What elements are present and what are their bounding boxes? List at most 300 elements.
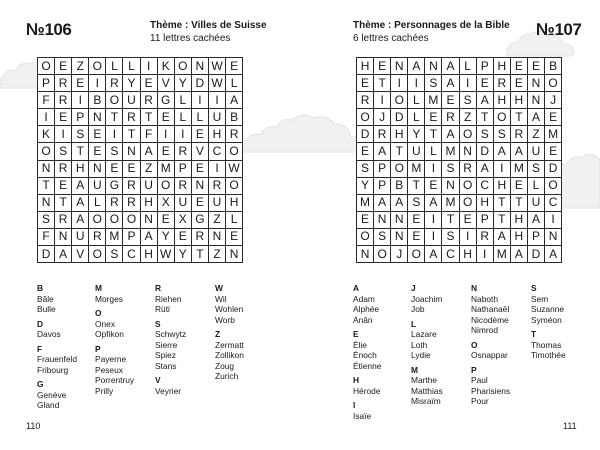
grid-cell[interactable]: T [140,109,157,126]
grid-cell[interactable]: N [123,143,140,160]
grid-cell[interactable]: N [226,246,243,263]
grid-cell[interactable]: D [191,75,208,92]
hidden-word: Lydie [411,350,431,360]
grid-cell[interactable]: D [527,246,544,263]
grid-cell[interactable]: I [208,160,225,177]
grid-cell[interactable]: M [493,246,510,263]
group-letter: G [37,379,44,389]
grid-cell[interactable]: M [157,160,174,177]
grid-cell[interactable]: A [545,246,562,263]
grid-cell[interactable]: R [123,109,140,126]
grid-cell[interactable]: P [374,177,391,194]
grid-cell[interactable]: R [89,228,106,245]
grid-cell[interactable]: I [140,58,157,75]
grid-cell[interactable]: R [493,75,510,92]
grid-cell[interactable]: R [374,126,391,143]
grid-cell[interactable]: E [545,143,562,160]
grid-cell[interactable]: I [425,211,442,228]
grid-cell[interactable]: I [459,75,476,92]
grid-cell[interactable]: E [510,177,527,194]
grid-cell[interactable]: O [157,177,174,194]
grid-cell[interactable]: T [476,109,493,126]
grid-cell[interactable]: N [391,58,408,75]
grid-cell[interactable]: Y [174,246,191,263]
grid-cell[interactable]: M [106,228,123,245]
grid-cell[interactable]: E [408,228,425,245]
grid-cell[interactable]: S [357,160,374,177]
word-group [95,283,157,304]
grid-cell[interactable]: E [157,211,174,228]
hidden-word: Bulle [37,304,56,314]
grid-cell[interactable]: E [527,58,544,75]
grid-cell[interactable]: A [476,92,493,109]
grid-cell[interactable]: I [425,228,442,245]
grid-cell[interactable]: O [408,246,425,263]
grid-cell[interactable]: T [408,177,425,194]
grid-cell[interactable]: Y [174,75,191,92]
grid-cell[interactable]: A [72,194,89,211]
grid-cell[interactable]: Y [357,177,374,194]
grid-cell[interactable]: I [38,109,55,126]
grid-cell[interactable]: M [408,160,425,177]
grid-cell[interactable]: O [374,246,391,263]
grid-cell[interactable]: E [157,143,174,160]
grid-cell[interactable]: Z [208,246,225,263]
grid-cell[interactable]: E [442,92,459,109]
grid-cell[interactable]: E [89,126,106,143]
grid-cell[interactable]: N [38,194,55,211]
grid-cell[interactable]: L [425,143,442,160]
grid-cell[interactable]: O [106,92,123,109]
grid-cell[interactable]: E [140,75,157,92]
grid-cell[interactable]: A [391,194,408,211]
grid-cell[interactable]: T [191,246,208,263]
grid-cell[interactable]: H [459,246,476,263]
grid-cell[interactable]: I [493,160,510,177]
grid-cell[interactable]: A [425,246,442,263]
grid-cell[interactable]: I [208,92,225,109]
grid-cell[interactable]: M [442,194,459,211]
grid-cell[interactable]: J [545,92,562,109]
grid-cell[interactable]: L [174,92,191,109]
grid-row [38,194,243,211]
grid-cell[interactable]: N [527,75,544,92]
grid-cell[interactable]: L [191,109,208,126]
grid-cell[interactable]: H [208,126,225,143]
hidden-word: Prilly [95,385,114,396]
grid-cell[interactable]: S [442,228,459,245]
grid-cell[interactable]: Y [408,126,425,143]
grid-cell[interactable]: F [140,126,157,143]
grid-cell[interactable]: U [408,143,425,160]
grid-cell[interactable]: E [357,75,374,92]
grid-cell[interactable]: G [191,211,208,228]
grid-cell[interactable]: O [459,194,476,211]
grid-cell[interactable]: H [140,194,157,211]
grid-cell[interactable]: E [106,160,123,177]
grid-cell[interactable]: E [357,143,374,160]
grid-cell[interactable]: E [425,109,442,126]
grid-cell[interactable]: Y [157,228,174,245]
grid-cell[interactable]: K [157,58,174,75]
grid-cell[interactable]: O [38,143,55,160]
grid-cell[interactable]: S [55,143,72,160]
grid-cell[interactable]: S [442,160,459,177]
grid-cell[interactable]: E [510,58,527,75]
grid-cell[interactable]: H [493,177,510,194]
grid-cell[interactable]: E [476,75,493,92]
grid-cell[interactable]: T [106,109,123,126]
grid-cell[interactable]: P [476,211,493,228]
grid-cell[interactable]: H [510,92,527,109]
grid-cell[interactable]: A [527,109,544,126]
grid-cell[interactable]: S [408,194,425,211]
grid-cell[interactable]: O [89,246,106,263]
grid-cell[interactable]: N [89,109,106,126]
grid-cell[interactable]: J [391,246,408,263]
grid-cell[interactable]: V [191,143,208,160]
grid-cell[interactable]: E [226,58,243,75]
grid-cell[interactable]: R [55,160,72,177]
grid-cell[interactable]: S [72,126,89,143]
grid-cell[interactable]: L [123,58,140,75]
grid-cell[interactable]: N [55,228,72,245]
grid-cell[interactable]: P [123,228,140,245]
grid-cell[interactable]: B [391,177,408,194]
hidden-word: Genève [37,389,67,400]
grid-cell[interactable]: U [89,177,106,194]
grid-cell[interactable]: A [510,143,527,160]
grid-cell[interactable]: S [38,211,55,228]
grid-cell[interactable]: R [55,92,72,109]
grid-cell[interactable]: O [391,92,408,109]
grid-cell[interactable]: D [357,126,374,143]
grid-cell[interactable]: R [123,194,140,211]
grid-cell[interactable]: N [374,211,391,228]
grid-cell[interactable]: S [476,126,493,143]
grid-cell[interactable]: L [408,92,425,109]
grid-cell[interactable]: N [191,177,208,194]
grid-cell[interactable]: E [408,211,425,228]
grid-cell[interactable]: H [226,194,243,211]
grid-cell[interactable]: O [493,109,510,126]
grid-cell[interactable]: U [123,92,140,109]
grid-cell[interactable]: O [174,58,191,75]
grid-cell[interactable]: H [510,228,527,245]
grid-cell[interactable]: H [391,126,408,143]
group-letter: A [353,283,360,293]
grid-cell[interactable]: N [140,211,157,228]
grid-cell[interactable]: E [545,109,562,126]
grid-cell[interactable]: C [442,246,459,263]
grid-cell[interactable]: I [425,160,442,177]
grid-cell[interactable]: D [38,246,55,263]
grid-cell[interactable]: N [391,228,408,245]
grid-cell[interactable]: T [510,194,527,211]
grid-cell[interactable]: I [374,92,391,109]
grid-cell[interactable]: N [527,92,544,109]
grid-cell[interactable]: B [545,58,562,75]
grid-cell[interactable]: E [226,228,243,245]
grid-cell[interactable]: N [38,160,55,177]
grid-cell[interactable]: N [459,143,476,160]
grid-cell[interactable]: P [374,160,391,177]
grid-cell[interactable]: R [357,92,374,109]
grid-cell[interactable]: G [106,177,123,194]
grid-cell[interactable]: R [510,126,527,143]
grid-cell[interactable]: I [391,75,408,92]
grid-cell[interactable]: A [374,194,391,211]
grid-cell[interactable]: T [493,194,510,211]
grid-cell[interactable]: V [72,246,89,263]
grid-cell[interactable]: T [425,126,442,143]
grid-cell[interactable]: I [157,126,174,143]
grid-cell[interactable]: R [191,228,208,245]
grid-cell[interactable]: R [208,177,225,194]
grid-cell[interactable]: R [226,126,243,143]
grid-cell[interactable]: E [510,75,527,92]
grid-cell[interactable]: U [527,143,544,160]
grid-cell[interactable]: O [226,143,243,160]
grid-cell[interactable]: I [545,211,562,228]
grid-cell[interactable]: U [174,194,191,211]
grid-cell[interactable]: S [459,92,476,109]
grid-cell[interactable]: Z [459,109,476,126]
grid-cell[interactable]: E [89,143,106,160]
grid-cell[interactable]: U [208,109,225,126]
grid-cell[interactable]: S [374,228,391,245]
grid-cell[interactable]: I [72,92,89,109]
grid-cell[interactable]: M [357,194,374,211]
grid-cell[interactable]: L [174,109,191,126]
grid-cell[interactable]: U [527,194,544,211]
grid-cell[interactable]: T [510,109,527,126]
grid-cell[interactable]: S [425,75,442,92]
grid-cell[interactable]: T [442,211,459,228]
grid-cell[interactable]: E [174,228,191,245]
hidden-word: Fribourg [37,364,69,375]
grid-cell[interactable]: A [493,143,510,160]
grid-cell[interactable]: A [510,246,527,263]
grid-cell[interactable]: P [174,160,191,177]
grid-cell[interactable]: E [123,160,140,177]
grid-cell[interactable]: A [476,160,493,177]
grid-cell[interactable]: A [425,194,442,211]
grid-cell[interactable]: O [545,75,562,92]
grid-cell[interactable]: N [89,160,106,177]
grid-cell[interactable]: M [510,160,527,177]
grid-cell[interactable]: E [157,109,174,126]
grid-cell[interactable]: E [191,160,208,177]
grid-cell[interactable]: U [208,194,225,211]
grid-cell[interactable]: R [174,143,191,160]
grid-cell[interactable]: M [545,126,562,143]
grid-cell[interactable]: P [476,58,493,75]
grid-cell[interactable]: O [38,58,55,75]
group-letter: H [353,375,360,385]
grid-cell[interactable]: O [357,109,374,126]
grid-cell[interactable]: T [391,143,408,160]
grid-cell[interactable]: R [106,75,123,92]
grid-cell[interactable]: L [106,58,123,75]
grid-cell[interactable]: N [391,211,408,228]
grid-cell[interactable]: O [89,211,106,228]
grid-cell[interactable]: A [408,58,425,75]
grid-cell[interactable]: W [208,75,225,92]
grid-cell[interactable]: C [545,194,562,211]
grid-cell[interactable]: W [208,58,225,75]
grid-cell[interactable]: K [38,126,55,143]
grid-cell[interactable]: I [476,246,493,263]
grid-cell[interactable]: E [459,211,476,228]
grid-cell[interactable]: E [357,211,374,228]
grid-cell[interactable]: L [408,109,425,126]
grid-cell[interactable]: E [374,58,391,75]
grid-cell[interactable]: A [140,228,157,245]
grid-cell[interactable]: A [527,211,544,228]
grid-cell[interactable]: I [55,126,72,143]
grid-cell[interactable]: I [174,126,191,143]
grid-cell[interactable]: D [391,109,408,126]
grid-cell[interactable]: V [157,75,174,92]
grid-cell[interactable]: A [442,58,459,75]
grid-cell[interactable]: U [72,228,89,245]
grid-cell[interactable]: L [527,177,544,194]
grid-cell[interactable]: W [157,246,174,263]
grid-cell[interactable]: A [72,177,89,194]
grid-cell[interactable]: O [459,177,476,194]
grid-cell[interactable]: C [123,246,140,263]
grid-cell[interactable]: Z [527,126,544,143]
grid-cell[interactable]: R [55,75,72,92]
grid-cell[interactable]: I [459,228,476,245]
grid-cell[interactable]: O [357,228,374,245]
grid-cell[interactable]: O [106,211,123,228]
grid-cell[interactable]: R [140,92,157,109]
grid-cell[interactable]: L [459,58,476,75]
grid-cell[interactable]: N [442,177,459,194]
grid-cell[interactable]: R [476,228,493,245]
grid-cell[interactable]: Z [208,211,225,228]
grid-cell[interactable]: T [38,177,55,194]
grid-cell[interactable]: M [442,143,459,160]
grid-cell[interactable]: H [476,194,493,211]
grid-cell[interactable]: F [38,228,55,245]
grid-cell[interactable]: P [527,228,544,245]
grid-cell[interactable]: S [106,246,123,263]
grid-cell[interactable]: D [545,160,562,177]
grid-cell[interactable]: N [191,58,208,75]
grid-cell[interactable]: P [72,109,89,126]
grid-cell[interactable]: O [391,160,408,177]
grid-cell[interactable]: X [157,194,174,211]
grid-cell[interactable]: O [123,211,140,228]
grid-cell[interactable]: C [208,143,225,160]
grid-cell[interactable]: U [140,177,157,194]
grid-cell[interactable]: A [442,75,459,92]
grid-cell[interactable]: E [191,194,208,211]
grid-cell[interactable]: R [123,177,140,194]
grid-cell[interactable]: I [408,75,425,92]
grid-cell[interactable]: N [545,228,562,245]
grid-cell[interactable]: A [226,92,243,109]
grid-cell[interactable]: J [374,109,391,126]
grid-cell[interactable]: B [226,109,243,126]
grid-cell[interactable]: E [72,75,89,92]
grid-cell[interactable]: H [493,92,510,109]
grid-cell[interactable]: I [191,92,208,109]
grid-cell[interactable]: O [226,177,243,194]
grid-cell[interactable]: A [55,246,72,263]
grid-cell[interactable]: T [72,143,89,160]
grid-cell[interactable]: H [493,58,510,75]
grid-cell[interactable]: N [357,246,374,263]
grid-cell[interactable]: L [226,75,243,92]
grid-cell[interactable]: T [493,211,510,228]
grid-cell[interactable]: W [226,160,243,177]
grid-cell[interactable]: I [106,126,123,143]
grid-cell[interactable]: A [442,126,459,143]
grid-cell[interactable]: R [459,160,476,177]
grid-cell[interactable]: R [442,109,459,126]
grid-cell[interactable]: R [174,177,191,194]
grid-cell[interactable]: R [55,211,72,228]
grid-cell[interactable]: D [476,143,493,160]
grid-cell[interactable]: A [72,211,89,228]
grid-cell[interactable]: T [374,75,391,92]
grid-cell[interactable]: H [357,58,374,75]
grid-cell[interactable]: A [493,228,510,245]
grid-cell[interactable]: T [123,126,140,143]
grid-cell[interactable]: O [545,177,562,194]
grid-cell[interactable]: N [425,58,442,75]
grid-cell[interactable]: S [493,126,510,143]
grid-cell[interactable]: O [459,126,476,143]
grid-cell[interactable]: Z [140,160,157,177]
grid-cell[interactable]: A [374,143,391,160]
grid-cell[interactable]: S [527,160,544,177]
grid-cell[interactable]: S [106,143,123,160]
grid-row [357,75,562,92]
grid-cell[interactable]: I [89,75,106,92]
grid-cell[interactable]: G [157,92,174,109]
grid-cell[interactable]: E [55,177,72,194]
grid-cell[interactable]: E [55,58,72,75]
grid-cell[interactable]: B [89,92,106,109]
grid-cell[interactable]: A [140,143,157,160]
grid-cell[interactable]: M [425,92,442,109]
grid-cell[interactable]: L [89,194,106,211]
grid-cell[interactable]: O [89,58,106,75]
grid-cell[interactable]: N [208,228,225,245]
grid-cell[interactable]: H [72,160,89,177]
grid-cell[interactable]: C [476,177,493,194]
grid-cell[interactable]: T [55,194,72,211]
grid-cell[interactable]: E [425,177,442,194]
grid-cell[interactable]: F [38,92,55,109]
grid-cell[interactable]: P [38,75,55,92]
grid-cell[interactable]: E [191,126,208,143]
grid-cell[interactable]: Y [123,75,140,92]
grid-row [357,228,562,245]
grid-cell[interactable]: E [55,109,72,126]
grid-cell[interactable]: H [510,211,527,228]
grid-cell[interactable]: L [226,211,243,228]
grid-cell[interactable]: Z [72,58,89,75]
grid-cell[interactable]: H [140,246,157,263]
grid-cell[interactable]: R [106,194,123,211]
grid-cell[interactable]: X [174,211,191,228]
